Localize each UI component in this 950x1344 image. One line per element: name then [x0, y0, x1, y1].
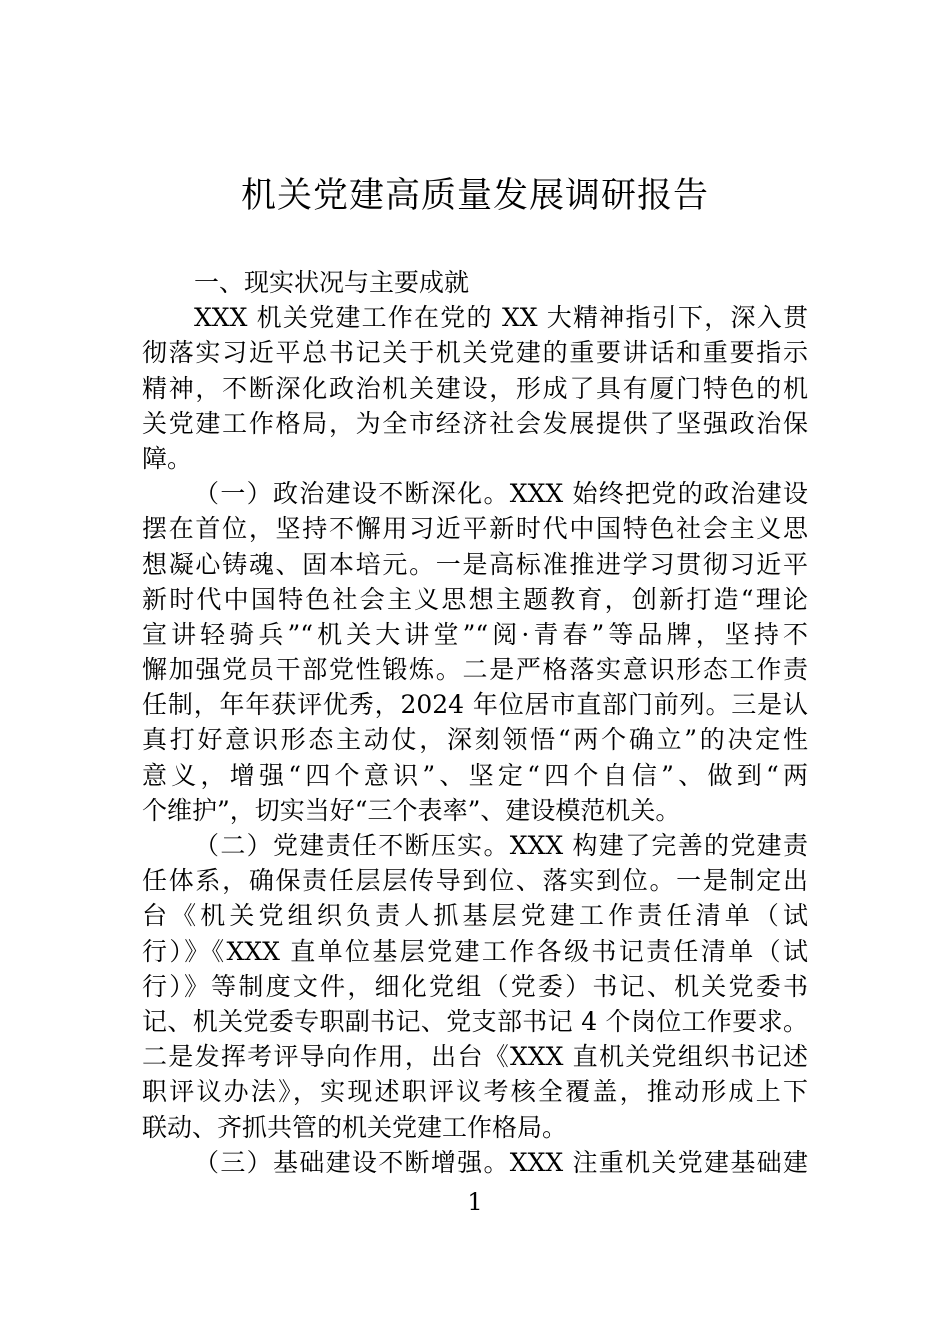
paragraph-line: 意义，增强“四个意识”、坚定“四个自信”、做到“两	[142, 760, 808, 790]
paragraph-line: 懈加强党员干部党性锻炼。二是严格落实意识形态工作责	[142, 655, 808, 685]
paragraph-line: 新时代中国特色社会主义思想主题教育，创新打造“理论	[142, 584, 808, 614]
paragraph-line: 个维护”，切实当好“三个表率”、建设模范机关。	[142, 795, 681, 825]
paragraph-line: 障。	[142, 443, 193, 473]
paragraph-line: 任体系，确保责任层层传导到位、落实到位。一是制定出	[142, 866, 808, 896]
paragraph-line: 职评议办法》，实现述职评议考核全覆盖，推动形成上下	[142, 1077, 808, 1107]
document-body	[142, 265, 808, 1180]
paragraph-line: 宣讲轻骑兵”“机关大讲堂”“阅·青春”等品牌，坚持不	[142, 619, 808, 649]
page-number: 1	[467, 1188, 483, 1216]
paragraph-line: 摆在首位，坚持不懈用习近平新时代中国特色社会主义思	[142, 514, 808, 544]
paragraph-line: XXX 机关党建工作在党的 XX 大精神指引下，深入贯	[194, 303, 808, 333]
paragraph-line: 彻落实习近平总书记关于机关党建的重要讲话和重要指示	[142, 338, 808, 368]
paragraph-line: （二）党建责任不断压实。XXX 构建了完善的党建责	[194, 831, 808, 860]
paragraph-line: （三）基础建设不断增强。XXX 注重机关党建基础建	[194, 1147, 808, 1177]
paragraph-line: 行）》《XXX 直单位基层党建工作各级书记责任清单（试	[142, 936, 808, 966]
paragraph-line: 真打好意识形态主动仗，深刻领悟“两个确立”的决定性	[142, 725, 808, 755]
document-title: 机关党建高质量发展调研报告	[240, 176, 709, 216]
paragraph-line: 记、机关党委专职副书记、党支部书记 4 个岗位工作要求。	[142, 1006, 808, 1036]
paragraph-line: 关党建工作格局，为全市经济社会发展提供了坚强政治保	[142, 408, 808, 438]
paragraph-line: 任制，年年获评优秀，2024 年位居市直部门前列。三是认	[142, 690, 808, 720]
paragraph-line: 联动、齐抓共管的机关党建工作格局。	[142, 1112, 568, 1142]
section-heading: 一、现实状况与主要成就	[194, 268, 470, 297]
paragraph-line: 行）》等制度文件，细化党组（党委）书记、机关党委书	[142, 971, 808, 1001]
paragraph-line: 二是发挥考评导向作用，出台《XXX 直机关党组织书记述	[142, 1042, 808, 1072]
paragraph-line: 精神，不断深化政治机关建设，形成了具有厦门特色的机	[142, 373, 808, 403]
paragraph-line: 想凝心铸魂、固本培元。一是高标准推进学习贯彻习近平	[142, 549, 808, 579]
paragraph-line: （一）政治建设不断深化。XXX 始终把党的政治建设	[194, 479, 808, 509]
paragraph-line: 台《机关党组织负责人抓基层党建工作责任清单（试	[142, 901, 808, 931]
